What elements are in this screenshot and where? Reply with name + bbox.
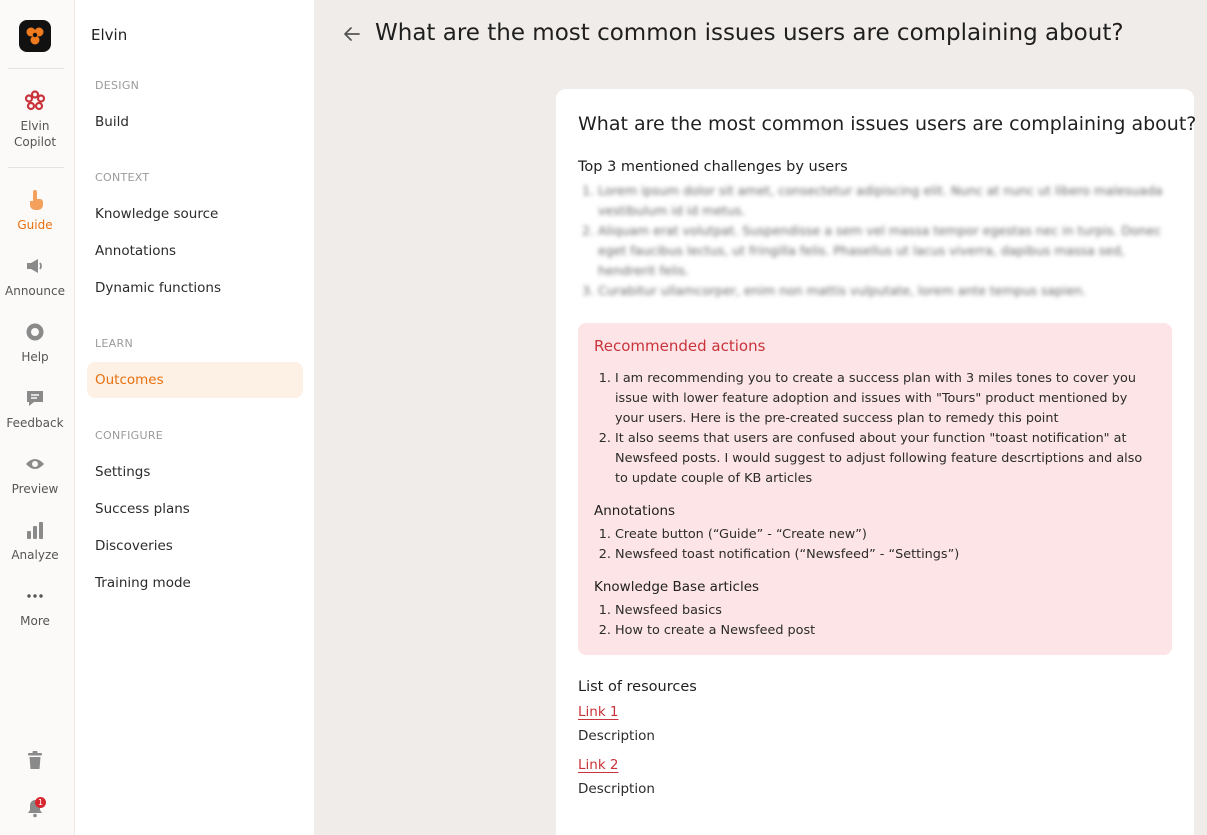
section-heading-context: CONTEXT (95, 171, 150, 184)
kb-article-item: 1. Newsfeed basics (615, 601, 1156, 621)
annotations-list (594, 525, 1156, 565)
app-rail (0, 0, 75, 835)
rail-item-analyze[interactable] (0, 519, 70, 563)
recommended-actions-title: Recommended actions (594, 337, 766, 355)
sidebar-item-dynamic-functions[interactable]: Dynamic functions (95, 280, 222, 296)
main-content (314, 0, 1207, 835)
trash-icon[interactable] (24, 749, 46, 771)
rail-item-help[interactable] (0, 321, 70, 365)
sidebar-item-training-mode[interactable]: Training mode (95, 575, 191, 591)
challenges-list (578, 181, 1172, 301)
copilot-flower-icon (24, 90, 46, 112)
outcome-card (556, 89, 1197, 835)
challenge-item: 3. Curabitur ullamcorper, enim non mattis vulputate, lorem ante tempus sapien. (598, 281, 1172, 301)
megaphone-icon (24, 255, 46, 277)
sidebar-title: Elvin (91, 26, 128, 44)
bar-chart-icon (24, 519, 46, 541)
rail-divider (8, 68, 64, 69)
back-arrow-icon[interactable] (342, 24, 362, 44)
app-logo[interactable] (19, 20, 51, 52)
sidebar-item-build[interactable]: Build (95, 114, 129, 130)
resource-description: Description (578, 728, 655, 744)
notifications-button[interactable] (24, 797, 46, 819)
resource-description: Description (578, 781, 655, 797)
resources-heading: List of resources (578, 679, 697, 695)
notification-badge: 1 (35, 797, 46, 808)
eye-icon (24, 453, 46, 475)
challenges-heading: Top 3 mentioned challenges by users (578, 159, 848, 175)
action-item: 1. I am recommending you to create a success plan with 3 miles tones to cover you issue with lower feature adoption and issues with "Tours" product mentioned by your users. Here is the pre-created success plan to remedy this point (615, 369, 1156, 429)
section-heading-design: DESIGN (95, 79, 140, 92)
annotations-heading: Annotations (594, 503, 676, 519)
rail-label-announce: Announce (5, 284, 65, 298)
recommended-actions-box (578, 323, 1172, 655)
annotation-item: 1. Create button (“Guide” - “Create new”) (615, 525, 1156, 545)
rail-label-feedback: Feedback (6, 416, 64, 430)
rail-item-feedback[interactable] (0, 387, 70, 431)
sidebar-item-annotations[interactable]: Annotations (95, 243, 177, 259)
more-dots-icon (24, 585, 46, 607)
kb-article-item: 2. How to create a Newsfeed post (615, 621, 1156, 641)
actions-list (594, 369, 1156, 489)
annotation-item: 2. Newsfeed toast notification (“Newsfeed” - “Settings”) (615, 545, 1156, 565)
rail-item-announce[interactable] (0, 255, 70, 299)
rail-item-preview[interactable] (0, 453, 70, 497)
rail-label-guide: Guide (17, 218, 53, 232)
sidebar-item-discoveries[interactable]: Discoveries (95, 538, 173, 554)
section-heading-configure: CONFIGURE (95, 429, 164, 442)
rail-item-more[interactable] (0, 585, 70, 629)
page-title: What are the most common issues users are complaining about? (375, 20, 1124, 46)
rail-label-help: Help (21, 350, 49, 364)
challenge-item: 1. Lorem ipsum dolor sit amet, consectetur adipiscing elit. Nunc at nunc ut libero malesuada vestibulum id id metus. (598, 181, 1172, 221)
logo-icon (24, 25, 46, 47)
resource-link[interactable]: Link 1 (578, 704, 619, 720)
card-title: What are the most common issues users are complaining about? (578, 113, 1197, 135)
rail-label-analyze: Analyze (11, 548, 59, 562)
challenge-item: 2. Aliquam erat volutpat. Suspendisse a sem vel massa tempor egestas nec in turpis. Donec eget faucibus lectus, ut fringilla felis. Phasellus ut lacus viverra, dapibus massa sed, hendrerit felis. (598, 221, 1172, 281)
kb-articles-list (594, 601, 1156, 641)
action-item: 2. It also seems that users are confused about your function "toast notification" at Newsfeed posts. I would suggest to adjust following feature descrtiptions and also to update couple of KB articles (615, 429, 1156, 489)
rail-label-more: More (20, 614, 50, 628)
lifebuoy-icon (24, 321, 46, 343)
rail-label-copilot-2: Copilot (13, 135, 57, 149)
rail-label-preview: Preview (11, 482, 59, 496)
sidebar-item-success-plans[interactable]: Success plans (95, 501, 190, 517)
rail-item-guide[interactable] (0, 189, 70, 233)
chat-bubble-icon (24, 387, 46, 409)
rail-divider (8, 167, 64, 168)
kb-articles-heading: Knowledge Base articles (594, 579, 760, 595)
rail-item-copilot[interactable] (0, 90, 70, 150)
sidebar-item-outcomes[interactable]: Outcomes (87, 362, 303, 398)
section-heading-learn: LEARN (95, 337, 133, 350)
sidebar-item-knowledge-source[interactable]: Knowledge source (95, 206, 219, 222)
sidebar (75, 0, 314, 835)
rail-label-copilot-1: Elvin (20, 119, 50, 133)
pointer-hand-icon (24, 189, 46, 211)
resource-link[interactable]: Link 2 (578, 757, 619, 773)
sidebar-item-settings[interactable]: Settings (95, 464, 151, 480)
